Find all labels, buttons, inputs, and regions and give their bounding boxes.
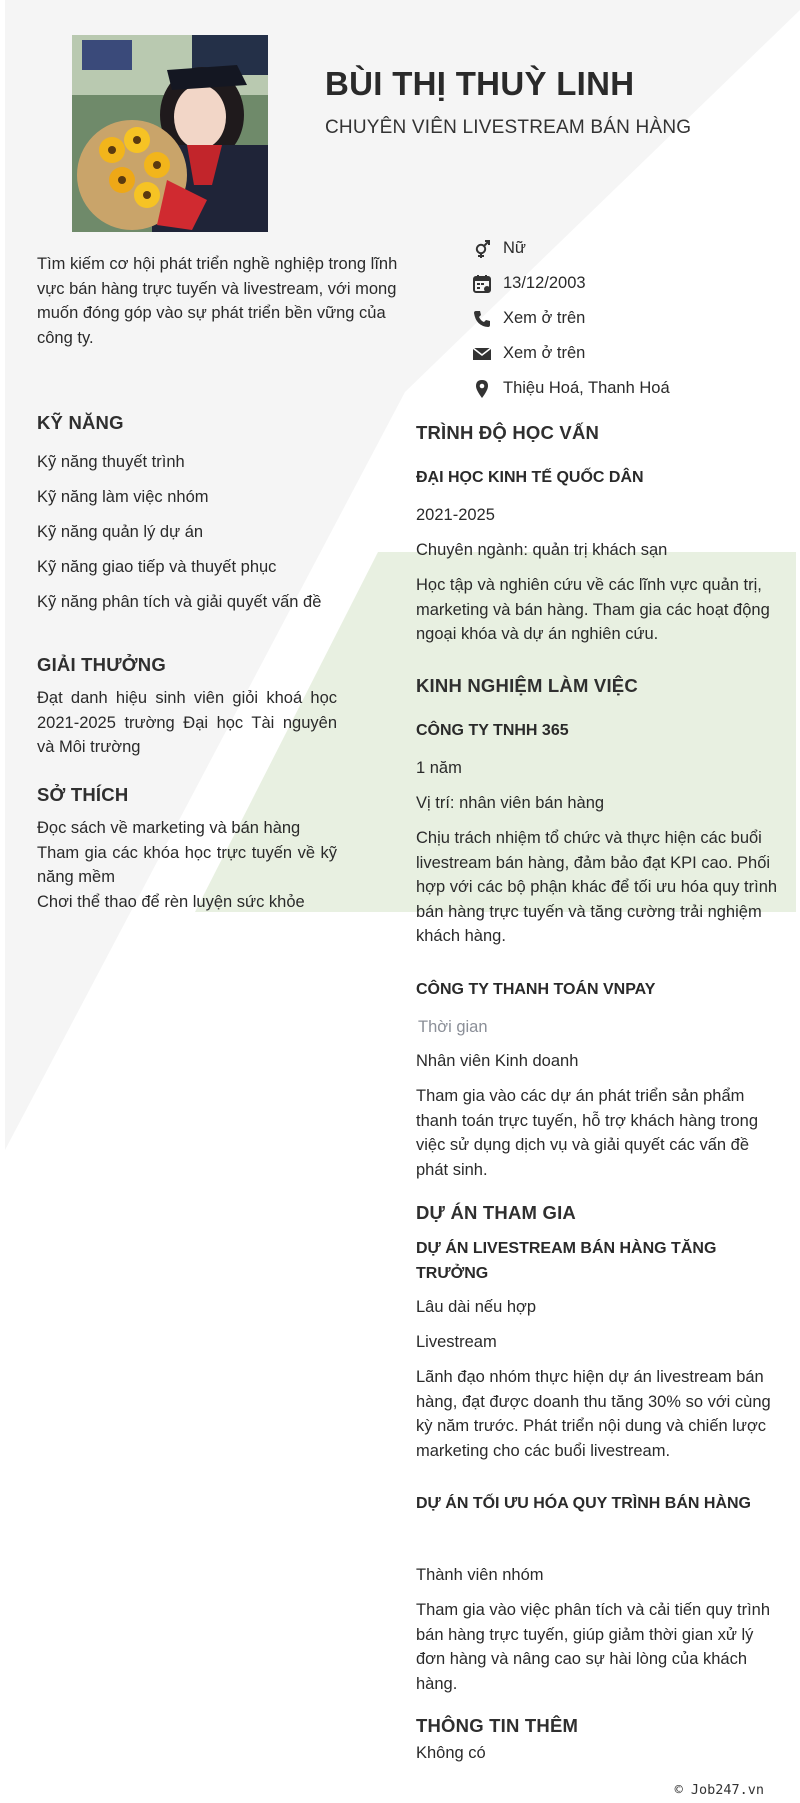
project-role: Thành viên nhóm bbox=[416, 1566, 544, 1584]
education-school: ĐẠI HỌC KINH TẾ QUỐC DÂN bbox=[416, 469, 644, 486]
contact-email bbox=[472, 336, 670, 371]
job-company: CÔNG TY TNHH 365 bbox=[416, 722, 569, 739]
job-company: CÔNG TY THANH TOÁN VNPAY bbox=[416, 981, 656, 998]
project-role: Livestream bbox=[416, 1333, 497, 1351]
job-position: Vị trí: nhân viên bán hàng bbox=[416, 794, 605, 812]
skill-item: Kỹ năng giao tiếp và thuyết phục bbox=[37, 558, 277, 576]
experience-heading: KINH NGHIỆM LÀM VIỆC bbox=[416, 675, 638, 696]
candidate-name: BÙI THỊ THUỲ LINH bbox=[325, 65, 635, 102]
footer-copyright: © Job247.vn bbox=[674, 1782, 764, 1798]
education-years: 2021-2025 bbox=[416, 506, 495, 524]
job-description: Chịu trách nhiệm tổ chức và thực hiện các buổi livestream bán hàng, đảm bảo đạt KPI cao. Phối hợp với các bộ phận khác để tối ưu hóa quy trình bán hàng trực tuyến và tăng cường trải nghiệm khách hàng. bbox=[416, 829, 778, 945]
education-description: Học tập và nghiên cứu về các lĩnh vực quản trị, marketing và bán hàng. Tham gia các hoạt động ngoại khóa và dự án nghiên cứu. bbox=[416, 576, 770, 643]
hobby-item: Đọc sách về marketing và bán hàng bbox=[37, 819, 301, 837]
project-description: Tham gia vào việc phân tích và cải tiến quy trình bán hàng trực tuyến, giúp giảm thời gian xử lý đơn hàng và nâng cao sự hài lòng của khách hàng. bbox=[416, 1601, 771, 1693]
project-name: DỰ ÁN LIVESTREAM BÁN HÀNG TĂNG TRƯỞNG bbox=[416, 1240, 717, 1282]
hobby-item: Chơi thể thao để rèn luyện sức khỏe bbox=[37, 892, 305, 911]
awards-heading: GIẢI THƯỞNG bbox=[37, 654, 166, 675]
contact-gender bbox=[472, 231, 670, 266]
skill-item: Kỹ năng phân tích và giải quyết vấn đề bbox=[37, 593, 322, 611]
education-heading: TRÌNH ĐỘ HỌC VẤN bbox=[416, 422, 600, 443]
contact-info bbox=[472, 231, 670, 406]
projects-heading: DỰ ÁN THAM GIA bbox=[416, 1202, 576, 1223]
job-description: Tham gia vào các dự án phát triển sản phẩm thanh toán trực tuyến, hỗ trợ khách hàng trong việc sử dụng dịch vụ và giải quyết các vấn đề phát sinh. bbox=[416, 1087, 758, 1179]
phone-icon bbox=[472, 309, 492, 329]
skill-item: Kỹ năng quản lý dự án bbox=[37, 523, 204, 541]
project-duration: Lâu dài nếu hợp bbox=[416, 1298, 537, 1316]
job-duration-placeholder: Thời gian bbox=[418, 1018, 488, 1036]
calendar-icon bbox=[472, 274, 492, 294]
gender-value: Nữ bbox=[503, 239, 526, 257]
mail-icon bbox=[472, 344, 492, 364]
education-major: Chuyên ngành: quản trị khách sạn bbox=[416, 541, 668, 559]
career-objective: Tìm kiếm cơ hội phát triển nghề nghiệp trong lĩnh vực bán hàng trực tuyến và livestream, với mong muốn đóng góp vào sự phát triển bền vững của công ty. bbox=[37, 255, 398, 347]
address-value: Thiệu Hoá, Thanh Hoá bbox=[503, 379, 670, 397]
hobbies-list bbox=[37, 816, 337, 914]
project-description: Lãnh đạo nhóm thực hiện dự án livestream bán hàng, đạt được doanh thu tăng 30% so với cùng kỳ năm trước. Phát triển nội dung và chiến lược marketing cho các buổi livestream. bbox=[416, 1368, 771, 1460]
contact-phone bbox=[472, 301, 670, 336]
additional-info-heading: THÔNG TIN THÊM bbox=[416, 1715, 579, 1736]
hobby-item: Tham gia các khóa học trực tuyến về kỹ năng mềm bbox=[37, 843, 337, 886]
candidate-title: CHUYÊN VIÊN LIVESTREAM BÁN HÀNG bbox=[325, 117, 692, 138]
skill-item: Kỹ năng làm việc nhóm bbox=[37, 488, 209, 506]
profile-photo-illustration bbox=[72, 35, 268, 232]
awards-text: Đạt danh hiệu sinh viên giỏi khoá học 2021-2025 trường Đại học Tài nguyên và Môi trường bbox=[37, 689, 337, 756]
additional-info-text: Không có bbox=[416, 1744, 486, 1762]
gender-icon bbox=[472, 239, 492, 259]
contact-dob bbox=[472, 266, 670, 301]
profile-photo bbox=[72, 35, 268, 232]
job-duration: 1 năm bbox=[416, 759, 462, 777]
contact-address bbox=[472, 371, 670, 406]
job-position: Nhân viên Kinh doanh bbox=[416, 1052, 579, 1070]
phone-value: Xem ở trên bbox=[503, 309, 586, 327]
location-pin-icon bbox=[472, 379, 492, 399]
hobbies-heading: SỞ THÍCH bbox=[37, 784, 129, 805]
dob-value: 13/12/2003 bbox=[503, 274, 586, 292]
email-value: Xem ở trên bbox=[503, 344, 586, 362]
skills-heading: KỸ NĂNG bbox=[37, 412, 124, 433]
skill-item: Kỹ năng thuyết trình bbox=[37, 453, 185, 471]
project-name: DỰ ÁN TỐI ƯU HÓA QUY TRÌNH BÁN HÀNG bbox=[416, 1495, 751, 1512]
